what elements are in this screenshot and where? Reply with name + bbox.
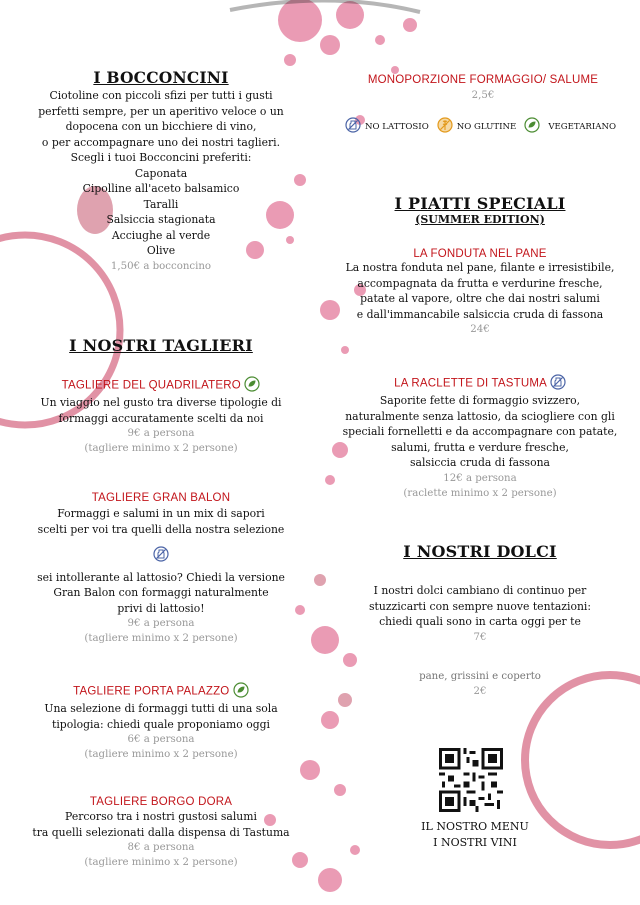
list-item: Cipolline all'aceto balsamico (82, 182, 240, 195)
legend-label: NO LATTOSIO (365, 121, 429, 132)
no-lactose-icon (550, 374, 566, 393)
fonduta-nel-pane: LA FONDUTA NEL PANE La nostra fonduta nel pane, filante e irresistibile, accompagnata da frutta e verdurine fresche, patate al vapore, oltre che dai nostri salumi e dall'immancabile salsiccia cruda di fassona 24€ (330, 248, 630, 337)
coperto-label: pane, grissini e coperto (419, 670, 541, 682)
bocconcini-section (0, 68, 322, 274)
list-item: Salsiccia stagionata (106, 213, 216, 226)
item-title: LA FONDUTA NEL PANE (413, 248, 547, 260)
coperto-price: 2€ (473, 685, 487, 697)
wine-list-link[interactable]: I NOSTRI VINI (433, 836, 517, 849)
item-title: TAGLIERE BORGO DORA (89, 796, 233, 808)
no-lactose-icon (345, 117, 361, 136)
tagliere-porta-palazzo: TAGLIERE PORTA PALAZZO Una selezione di formaggi tutti di una sola tipologia: chiedi quale proponiamo oggi 6€ a persona (tagliere minimo x 2 persone) (0, 682, 322, 762)
vegetarian-icon (524, 117, 540, 136)
tagliere-gran-balon: TAGLIERE GRAN BALON Formaggi e salumi in un mix di sapori scelti per voi tra quelli della nostra selezione sei intollerante al lattosio? Chiedi la versione Gran Balon con formaggi naturalmente privi di lattosio! 9€ a persona (tagliere minimo x 2 persone) (0, 492, 322, 646)
monoporzione-title: MONOPORZIONE FORMAGGIO/ SALUME (367, 74, 599, 86)
list-item: Acciughe al verde (111, 228, 211, 242)
list-item: Caponata (134, 166, 188, 180)
tagliere-quadrilatero: TAGLIERE DEL QUADRILATERO Un viaggio nel gusto tra diverse tipologie di formaggi accuratamente scelti da noi 9€ a persona (tagliere minimo x 2 persone) (0, 376, 322, 456)
item-title: TAGLIERE DEL QUADRILATERO (0, 376, 322, 395)
no-lactose-icon (153, 546, 169, 566)
list-item: Olive (146, 244, 176, 257)
speciali-section (330, 194, 630, 226)
vegetarian-icon (244, 376, 260, 395)
bocconcini-title: I BOCCONCINI (93, 68, 229, 87)
taglieri-section (0, 336, 322, 355)
raclette-di-tastuma: LA RACLETTE DI TASTUMA Saporite fette di formaggio svizzero, naturalmente senza lattosio, da sciogliere con gli speciali fornelletti e da accompagnare con patate, salumi, frutta e verdure fresche, salsiccia cruda di fassona 12€ a persona (raclette minimo x 2 persone) (330, 374, 630, 501)
menu-link[interactable]: IL NOSTRO MENU (421, 820, 529, 833)
qr-code[interactable] (439, 748, 503, 812)
vegetarian-icon (233, 682, 249, 701)
diet-legend (345, 117, 635, 136)
no-gluten-icon (437, 117, 453, 136)
dolci-price: 7€ (473, 631, 487, 643)
speciali-subtitle: (SUMMER EDITION) (415, 213, 545, 226)
dolci-title: I NOSTRI DOLCI (403, 542, 557, 561)
speciali-title: I PIATTI SPECIALI (394, 194, 566, 213)
list-item: Taralli (143, 197, 179, 211)
monoporzione-section (318, 74, 640, 103)
bocconcini-description: Ciotoline con piccoli sfizi per tutti i gusti perfetti sempre, per un aperitivo veloce o un dopocena con un bicchiere di vino, o per accompagnare uno dei nostri taglieri. Scegli i tuoi Bocconcini preferiti: (38, 89, 284, 164)
monoporzione-price: 2,5€ (471, 90, 495, 101)
tagliere-borgo-dora: TAGLIERE BORGO DORA Percorso tra i nostri gustosi salumi tra quelli selezionati dalla dispensa di Tastuma 8€ a persona (tagliere minimo x 2 persone) (0, 796, 322, 870)
footer-links (400, 819, 550, 851)
dolci-section: I NOSTRI DOLCI I nostri dolci cambiano di continuo per stuzzicarti con sempre nuove tentazioni: chiedi quali sono in carta oggi per te 7€ pane, grissini e coperto 2€ (330, 542, 630, 699)
legend-label: NO GLUTINE (456, 121, 517, 132)
taglieri-title: I NOSTRI TAGLIERI (69, 336, 253, 355)
item-title: LA RACLETTE DI TASTUMA (330, 374, 630, 393)
bocconcini-list (0, 166, 322, 259)
item-title: TAGLIERE GRAN BALON (91, 492, 231, 504)
legend-label: VEGETARIANO (548, 121, 617, 132)
bocconcini-price: 1,50€ a bocconcino (110, 260, 212, 272)
item-title: TAGLIERE PORTA PALAZZO (0, 682, 322, 701)
